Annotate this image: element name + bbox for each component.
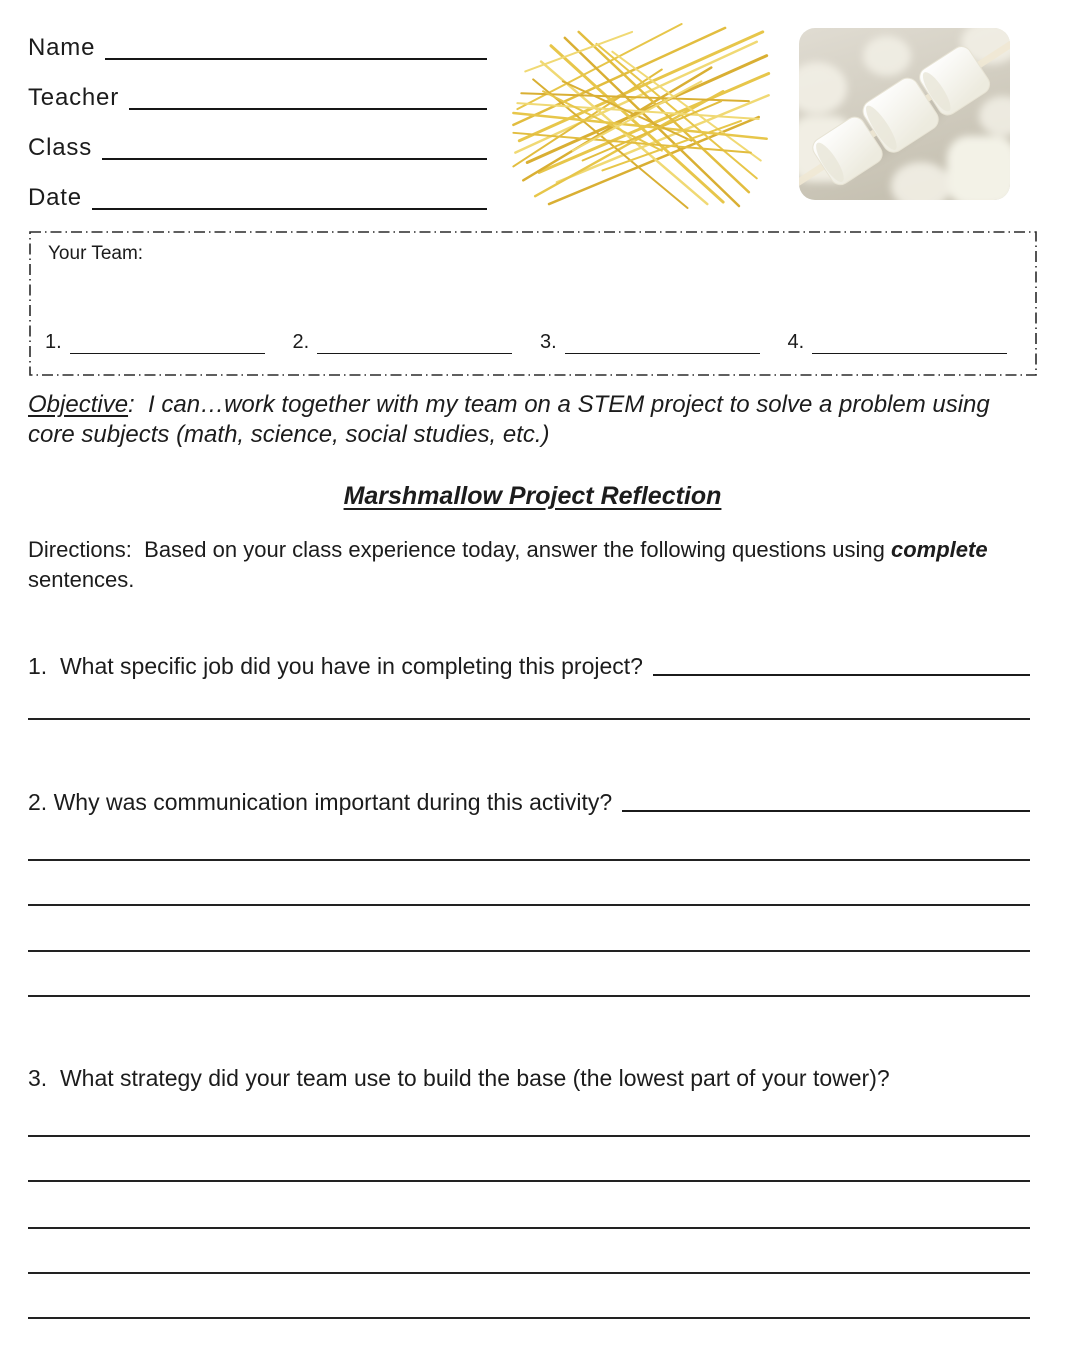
class-label: Class <box>28 133 93 161</box>
question-1-number: 1. <box>28 653 48 679</box>
question-2-answer-line[interactable] <box>28 861 1030 906</box>
team-box <box>29 231 1037 376</box>
directions-body-before: Based on your class experience today, answer the following questions using <box>131 537 891 562</box>
team-member-1-blank[interactable] <box>70 349 265 354</box>
question-3-answer-line[interactable] <box>28 1137 1030 1182</box>
question-1-row <box>28 652 1030 680</box>
question-2-answer-line[interactable] <box>28 952 1030 997</box>
objective-body: : I can…work together with my team on a STEM project to solve a problem using core subjects (math, science, social studies, etc.) <box>28 391 997 448</box>
name-label: Name <box>28 33 96 61</box>
spaghetti-illustration <box>512 22 774 210</box>
spaghetti-photo <box>512 22 774 210</box>
date-field-row <box>28 160 487 210</box>
question-2-row <box>28 788 1030 816</box>
teacher-blank[interactable] <box>129 104 487 110</box>
objective-label: Objective <box>28 391 129 418</box>
question-2-answer-line[interactable] <box>28 816 1030 861</box>
question-2 <box>28 788 1030 997</box>
name-field-row <box>28 10 487 60</box>
question-3-answer-line[interactable] <box>28 1182 1030 1229</box>
directions-label: Directions: <box>28 537 132 562</box>
team-member-slots <box>45 331 1007 354</box>
team-member-4-blank[interactable] <box>812 349 1007 354</box>
marshmallow-photo <box>799 28 1010 200</box>
question-2-inline-blank[interactable] <box>622 806 1030 812</box>
team-member-slot-1 <box>45 331 265 354</box>
directions-body-after: sentences. <box>28 537 994 592</box>
team-member-slot-3 <box>540 331 760 354</box>
date-label: Date <box>28 183 82 211</box>
question-3-row <box>28 1064 1030 1092</box>
page-title: Marshmallow Project Reflection <box>343 482 722 510</box>
teacher-field-row <box>28 60 487 110</box>
name-blank[interactable] <box>105 54 487 60</box>
directions-text <box>28 535 1036 595</box>
question-1-text: What specific job did you have in completing this project? <box>47 653 643 679</box>
question-3 <box>28 1064 1030 1319</box>
date-blank[interactable] <box>92 204 487 210</box>
student-info-fields <box>28 10 487 210</box>
team-box-dashdot-border <box>29 231 1037 376</box>
team-box-label: Your Team: <box>48 243 144 264</box>
class-field-row <box>28 110 487 160</box>
team-slot-number: 1. <box>45 331 62 353</box>
question-3-answer-line[interactable] <box>28 1274 1030 1319</box>
question-1-answer-line[interactable] <box>28 680 1030 720</box>
directions-emphasis: complete <box>890 537 988 562</box>
team-slot-number: 3. <box>540 331 557 353</box>
marshmallow-illustration <box>799 28 1010 200</box>
question-2-answer-line[interactable] <box>28 906 1030 952</box>
question-2-text: Why was communication important during this activity? <box>47 789 613 815</box>
team-slot-number: 4. <box>787 331 805 353</box>
team-member-3-blank[interactable] <box>565 349 760 354</box>
class-blank[interactable] <box>102 154 487 160</box>
question-3-number: 3. <box>28 1065 48 1091</box>
team-member-slot-2 <box>293 331 513 354</box>
question-3-text: What strategy did your team use to build the base (the lowest part of your tower)? <box>47 1065 890 1091</box>
question-3-answer-line[interactable] <box>28 1229 1030 1274</box>
question-1 <box>28 652 1030 720</box>
team-slot-number: 2. <box>292 331 310 353</box>
question-2-number: 2. <box>28 789 48 815</box>
question-3-answer-line[interactable] <box>28 1092 1030 1137</box>
objective-text <box>28 390 1042 450</box>
team-member-slot-4 <box>788 331 1008 354</box>
teacher-label: Teacher <box>28 83 119 111</box>
team-member-2-blank[interactable] <box>317 349 512 354</box>
question-1-inline-blank[interactable] <box>653 670 1030 676</box>
